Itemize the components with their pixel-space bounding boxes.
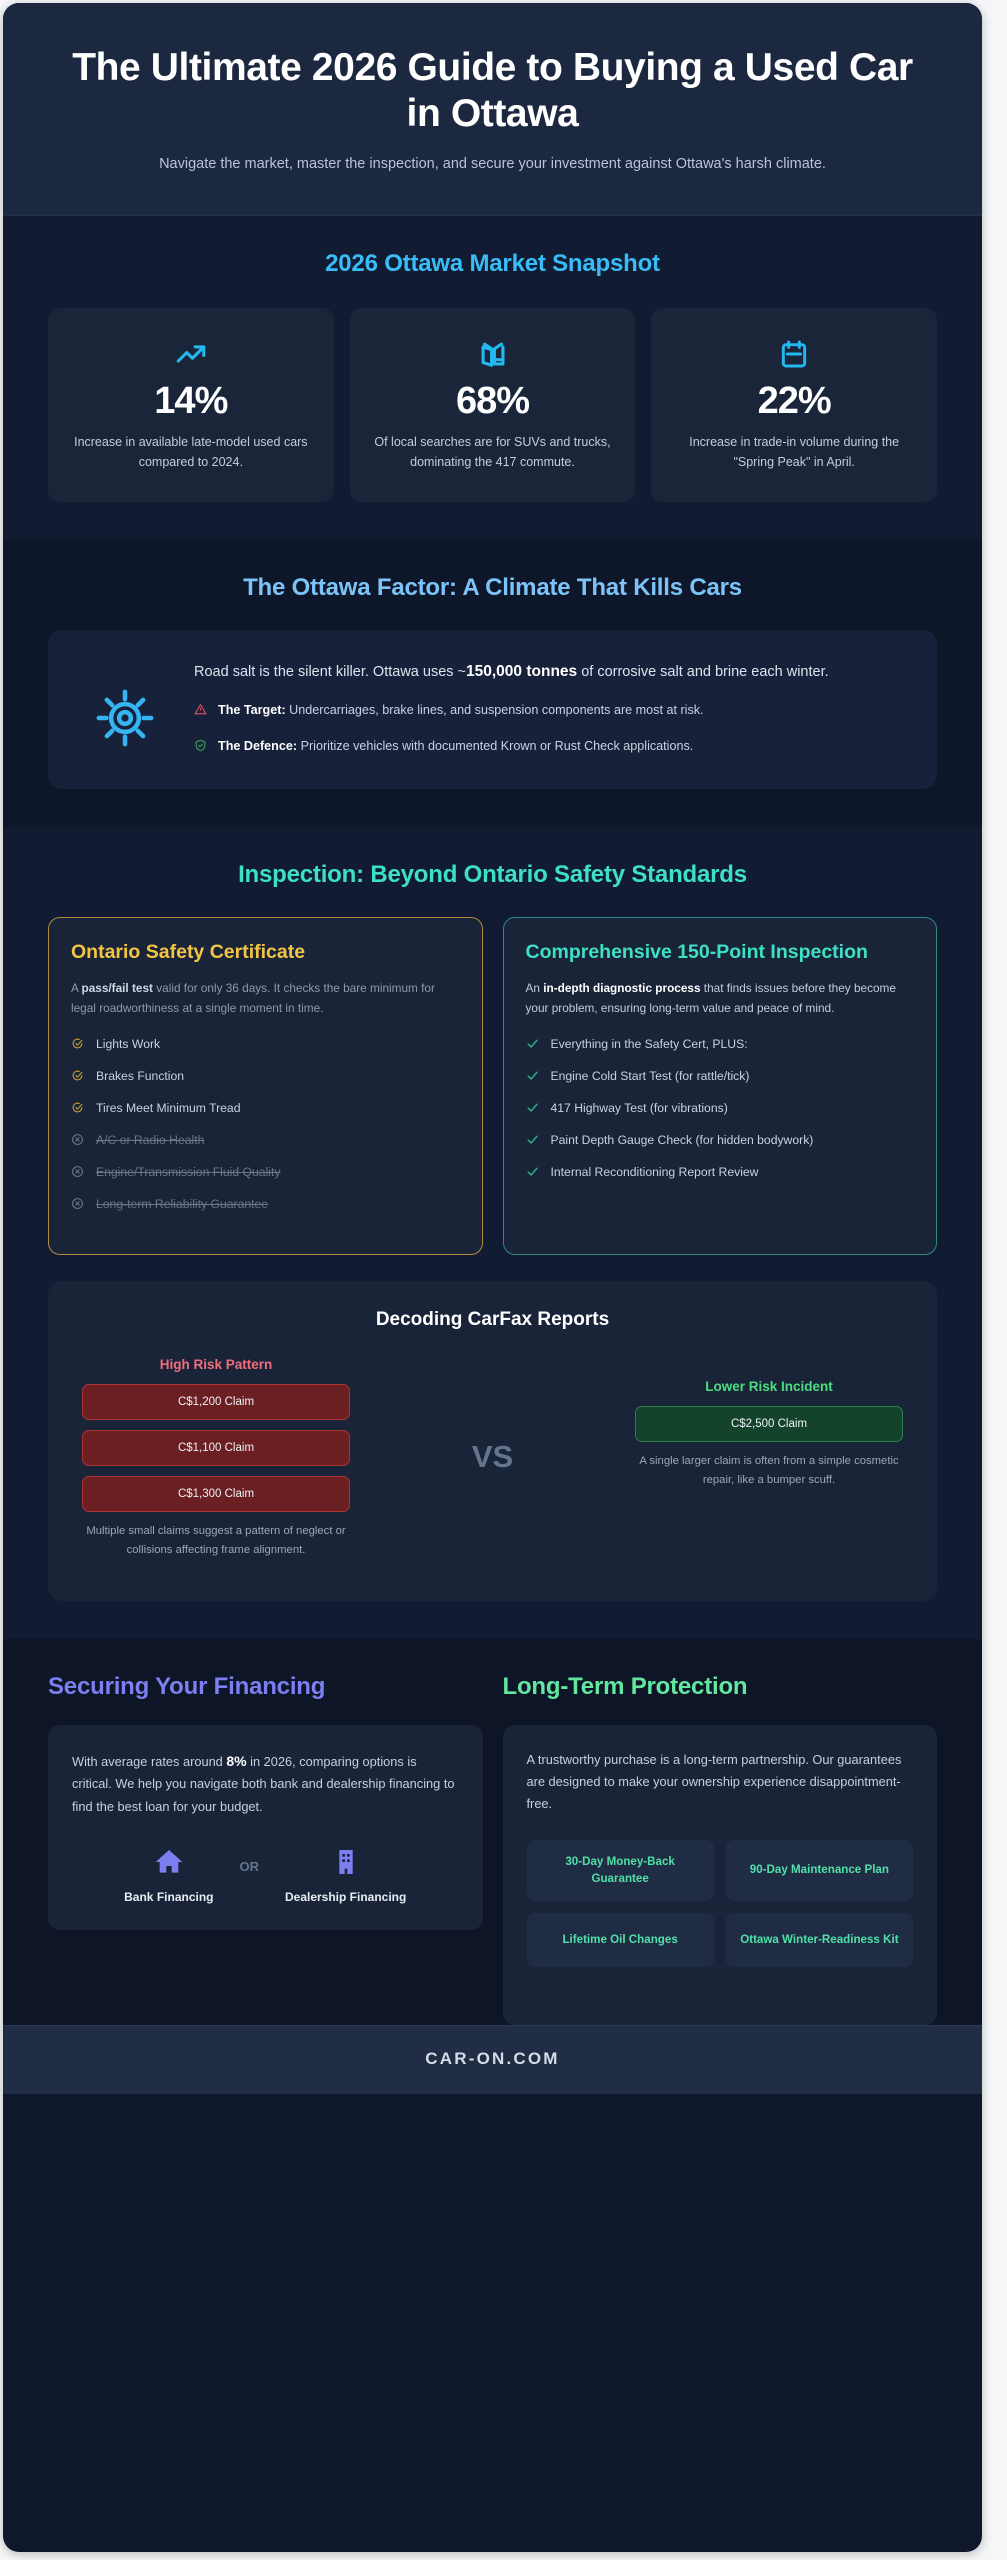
financing-options bbox=[72, 1846, 459, 1904]
salt-lead-pre: Road salt is the silent killer. Ottawa uses ~ bbox=[194, 664, 467, 681]
stat-card bbox=[350, 308, 636, 502]
checklist-item bbox=[526, 1036, 915, 1055]
stat-value: 22% bbox=[757, 380, 831, 423]
checklist-item bbox=[526, 1164, 915, 1183]
checklist-label: Internal Reconditioning Report Review bbox=[550, 1165, 759, 1180]
inspection-title: Inspection: Beyond Ontario Safety Standards bbox=[238, 860, 747, 888]
salt-lead bbox=[194, 660, 903, 685]
financing-option-dealership bbox=[285, 1846, 406, 1904]
stat-description: Increase in trade-in volume during the "Spring Peak" in April. bbox=[689, 435, 900, 469]
page-subtitle: Navigate the market, master the inspection, and secure your investment against Ottawa's harsh climate. bbox=[159, 156, 826, 173]
check-icon bbox=[526, 1132, 540, 1151]
check-circle-icon bbox=[71, 1100, 85, 1119]
checklist-item bbox=[71, 1036, 460, 1055]
check-icon bbox=[526, 1036, 540, 1055]
stat-card bbox=[48, 308, 334, 502]
blurb-post: that finds issues before they become your problem, ensuring long-term value and peace of mind. bbox=[525, 981, 896, 1016]
checklist-item bbox=[526, 1068, 915, 1087]
stat-card bbox=[651, 308, 937, 502]
claim-chip: C$1,200 Claim bbox=[82, 1384, 350, 1420]
financing-text bbox=[72, 1749, 459, 1818]
climate-point-body: Prioritize vehicles with documented Krown or Rust Check applications. bbox=[297, 738, 694, 753]
claim-chip: C$2,500 Claim bbox=[635, 1406, 903, 1442]
climate-point-body: Undercarriages, brake lines, and suspension components are most at risk. bbox=[285, 702, 704, 717]
safety-certificate-checklist bbox=[71, 1036, 460, 1215]
checklist-item bbox=[526, 1100, 915, 1119]
high-risk-note: Multiple small claims suggest a pattern of neglect or collisions affecting frame alignment. bbox=[86, 1525, 346, 1557]
protection-column bbox=[503, 1673, 938, 2025]
home-icon bbox=[153, 1865, 185, 1882]
financing-option-label: Dealership Financing bbox=[284, 1889, 407, 1904]
checklist-label: Engine Cold Start Test (for rattle/tick) bbox=[550, 1069, 750, 1084]
high-risk-label: High Risk Pattern bbox=[159, 1357, 273, 1373]
check-icon bbox=[526, 1100, 540, 1119]
check-icon bbox=[526, 1164, 540, 1183]
climate-point-text bbox=[218, 737, 693, 757]
claim-chip: C$1,100 Claim bbox=[82, 1430, 350, 1466]
infographic-container bbox=[3, 3, 982, 2552]
carfax-comparison bbox=[82, 1357, 903, 1560]
comprehensive-inspection-checklist bbox=[526, 1036, 915, 1183]
financing-column bbox=[48, 1673, 483, 2025]
checklist-label: 417 Highway Test (for vibrations) bbox=[550, 1101, 728, 1116]
low-risk-note: A single larger claim is often from a simple cosmetic repair, like a bumper scuff. bbox=[639, 1455, 899, 1487]
check-circle-icon bbox=[71, 1068, 85, 1087]
x-circle-icon bbox=[71, 1164, 85, 1183]
x-circle-icon bbox=[71, 1196, 85, 1215]
truck-icon bbox=[366, 334, 620, 374]
financing-or-label: OR bbox=[239, 1859, 259, 1875]
stat-description: Increase in available late-model used cars compared to 2024. bbox=[74, 435, 308, 469]
checklist-item bbox=[71, 1100, 460, 1119]
building-icon bbox=[330, 1865, 362, 1882]
guarantee-chip: 30-Day Money-Back Guarantee bbox=[527, 1840, 714, 1902]
financing-panel bbox=[48, 1725, 483, 1930]
checklist-label: Tires Meet Minimum Tread bbox=[96, 1101, 241, 1116]
climate-point-text bbox=[218, 701, 704, 721]
hero-section bbox=[3, 3, 982, 216]
financing-text-post: in 2026, comparing options is critical. We help you navigate both bank and dealership financing to find the best loan for your budget. bbox=[72, 1753, 455, 1814]
guarantee-chip: Lifetime Oil Changes bbox=[527, 1913, 714, 1967]
salt-lead-post: of corrosive salt and brine each winter. bbox=[577, 664, 829, 681]
blurb-pre: A bbox=[71, 981, 82, 996]
check-icon bbox=[526, 1068, 540, 1087]
bottom-section bbox=[3, 1639, 982, 2025]
calendar-icon bbox=[667, 334, 921, 374]
safety-certificate-card bbox=[48, 917, 483, 1255]
blurb-post: valid for only 36 days. It checks the bare minimum for legal roadworthiness at a single moment in time. bbox=[71, 981, 435, 1016]
comprehensive-inspection-blurb bbox=[526, 978, 915, 1018]
checklist-label: Lights Work bbox=[96, 1037, 161, 1052]
guarantee-chip-list bbox=[527, 1840, 914, 1968]
protection-text: A trustworthy purchase is a long-term partnership. Our guarantees are designed to make your ownership experience disappointment-free. bbox=[526, 1751, 902, 1812]
stat-value: 14% bbox=[154, 380, 228, 423]
financing-text-pre: With average rates around bbox=[72, 1753, 227, 1769]
checklist-label: Long-term Reliability Guarantee bbox=[96, 1197, 269, 1212]
blurb-strong: in-depth diagnostic process bbox=[543, 981, 701, 996]
comprehensive-inspection-card bbox=[503, 917, 938, 1255]
blurb-strong: pass/fail test bbox=[81, 981, 153, 996]
salt-tonnage: 150,000 tonnes bbox=[466, 663, 578, 681]
financing-title: Securing Your Financing bbox=[48, 1672, 326, 1700]
safety-certificate-heading: Ontario Safety Certificate bbox=[71, 940, 306, 963]
climate-section bbox=[3, 540, 982, 827]
financing-option-label: Bank Financing bbox=[124, 1889, 214, 1904]
carfax-card bbox=[48, 1281, 937, 1600]
financing-option-bank bbox=[124, 1846, 213, 1904]
footer-brand: CAR-ON.COM bbox=[3, 2025, 982, 2094]
checklist-item bbox=[526, 1132, 915, 1151]
high-risk-column bbox=[82, 1357, 350, 1560]
climate-point-label: The Target: bbox=[218, 702, 286, 717]
low-risk-column bbox=[635, 1379, 903, 1490]
snapshot-title: 2026 Ottawa Market Snapshot bbox=[325, 250, 660, 278]
market-snapshot-section bbox=[3, 216, 982, 540]
guarantee-chip: Ottawa Winter-Readiness Kit bbox=[726, 1913, 913, 1967]
climate-point-label: The Defence: bbox=[218, 738, 298, 753]
checklist-item bbox=[71, 1068, 460, 1087]
inspection-section bbox=[3, 827, 982, 1639]
climate-title: The Ottawa Factor: A Climate That Kills Cars bbox=[243, 574, 742, 602]
comprehensive-inspection-heading: Comprehensive 150-Point Inspection bbox=[525, 940, 868, 963]
claim-chip: C$1,300 Claim bbox=[82, 1476, 350, 1512]
checklist-label: Everything in the Safety Cert, PLUS: bbox=[550, 1037, 748, 1052]
vs-label: VS bbox=[471, 1439, 514, 1475]
checklist-item bbox=[71, 1132, 460, 1151]
shield-check-icon bbox=[194, 737, 209, 757]
checklist-item bbox=[71, 1196, 460, 1215]
financing-rate: 8% bbox=[226, 1752, 247, 1769]
checklist-item bbox=[71, 1164, 460, 1183]
blurb-pre: An bbox=[525, 981, 544, 996]
safety-certificate-blurb bbox=[71, 978, 460, 1018]
climate-point bbox=[194, 737, 903, 757]
checklist-label: Engine/Transmission Fluid Quality bbox=[96, 1165, 281, 1180]
protection-panel bbox=[503, 1725, 938, 2025]
trending-up-icon bbox=[64, 334, 318, 374]
low-risk-label: Lower Risk Incident bbox=[705, 1379, 833, 1395]
inspection-cards bbox=[48, 917, 937, 1255]
checklist-label: Brakes Function bbox=[96, 1069, 185, 1084]
climate-point bbox=[194, 701, 903, 721]
check-circle-icon bbox=[71, 1036, 85, 1055]
salt-body bbox=[194, 660, 903, 757]
x-circle-icon bbox=[71, 1132, 85, 1151]
checklist-label: A/C or Radio Health bbox=[96, 1133, 205, 1148]
checklist-label: Paint Depth Gauge Check (for hidden bodywork) bbox=[550, 1133, 814, 1148]
protection-title: Long-Term Protection bbox=[502, 1672, 748, 1700]
stat-card-list bbox=[48, 308, 937, 502]
carfax-title: Decoding CarFax Reports bbox=[375, 1309, 610, 1331]
two-column-layout bbox=[3, 1639, 982, 2025]
stat-value: 68% bbox=[455, 380, 530, 423]
salt-card bbox=[48, 630, 937, 789]
guarantee-chip: 90-Day Maintenance Plan bbox=[726, 1840, 913, 1902]
page-title: The Ultimate 2026 Guide to Buying a Used Car in Ottawa bbox=[72, 46, 913, 135]
salt-gear-icon bbox=[82, 660, 168, 750]
stat-description: Of local searches are for SUVs and trucks, dominating the 417 commute. bbox=[374, 435, 611, 469]
warning-triangle-icon bbox=[194, 701, 209, 721]
